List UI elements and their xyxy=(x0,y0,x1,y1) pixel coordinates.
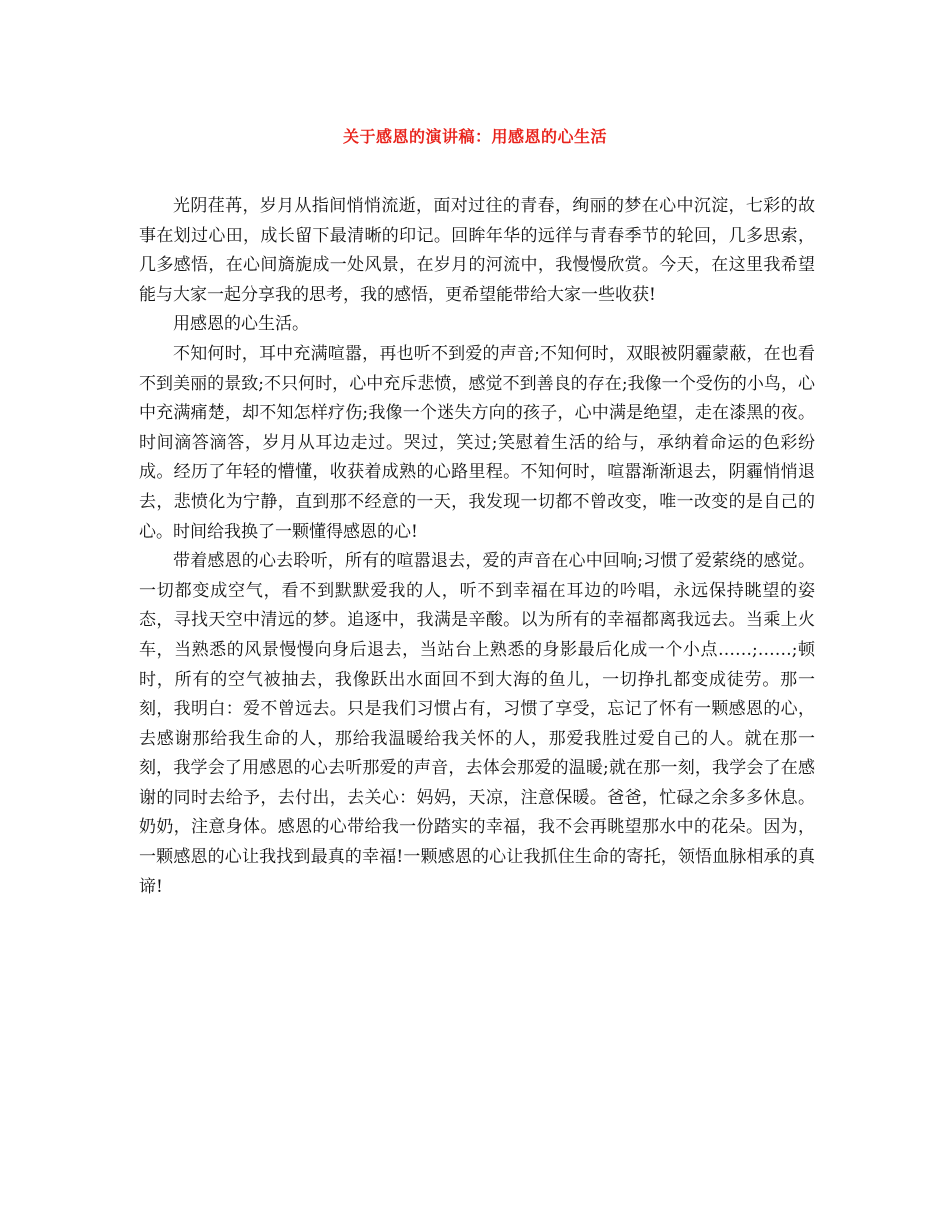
paragraph-past: 不知何时，耳中充满喧嚣，再也听不到爱的声音;不知何时，双眼被阴霾蒙蔽，在也看不到美丽的景致;不只何时，心中充斥悲愤，感觉不到善良的存在;我像一个受伤的小鸟，心中充满痛楚，却不知怎样疗伤;我像一个迷失方向的孩子，心中满是绝望，走在漆黑的夜。时间滴答滴答，岁月从耳边走过。哭过，笑过;笑慰着生活的给与，承纳着命运的色彩纷成。经历了年轻的懵懂，收获着成熟的心路里程。不知何时，喧嚣渐渐退去，阴霾悄悄退去，悲愤化为宁静，直到那不经意的一天，我发现一切都不曾改变，唯一改变的是自己的心。时间给我换了一颗懂得感恩的心! xyxy=(139,343,815,542)
document-title: 关于感恩的演讲稿：用感恩的心生活 xyxy=(342,127,607,146)
paragraph-intro: 光阴荏苒，岁月从指间悄悄流逝，面对过往的青春，绚丽的梦在心中沉淀，七彩的故事在划过心田，成长留下最清晰的印记。回眸年华的远徉与青春季节的轮回，几多思索，几多感悟，在心间旖旎成一处风景，在岁月的河流中，我慢慢欣赏。今天，在这里我希望能与大家一起分享我的思考，我的感悟，更希望能带给大家一些收获! xyxy=(139,196,815,305)
paragraph-gratitude: 带着感恩的心去聆听，所有的喧嚣退去，爱的声音在心中回响;习惯了爱萦绕的感觉。一切都变成空气，看不到默默爱我的人，听不到幸福在耳边的吟唱，永远保持眺望的姿态，寻找天空中清远的梦。追逐中，我满是辛酸。以为所有的幸福都离我远去。当乘上火车，当熟悉的风景慢慢向身后退去，当站台上熟悉的身影最后化成一个小点……;……;顿时，所有的空气被抽去，我像跃出水面回不到大海的鱼儿，一切挣扎都变成徒劳。那一刻，我明白：爱不曾远去。只是我们习惯占有，习惯了享受，忘记了怀有一颗感恩的心，去感谢那给我生命的人，那给我温暖给我关怀的人，那爱我胜过爱自己的人。就在那一刻，我学会了用感恩的心去听那爱的声音，去体会那爱的温暖;就在那一刻，我学会了在感谢的同时去给予，去付出，去关心：妈妈，天凉，注意保暖。爸爸，忙碌之余多多休息。奶奶，注意身体。感恩的心带给我一份踏实的幸福，我不会再眺望那水中的花朵。因为，一颗感恩的心让我找到最真的幸福!一颗感恩的心让我抓住生命的寄托，领悟血脉相承的真谛! xyxy=(139,551,815,897)
paragraph-theme: 用感恩的心生活。 xyxy=(173,314,309,335)
document-body xyxy=(139,192,815,902)
